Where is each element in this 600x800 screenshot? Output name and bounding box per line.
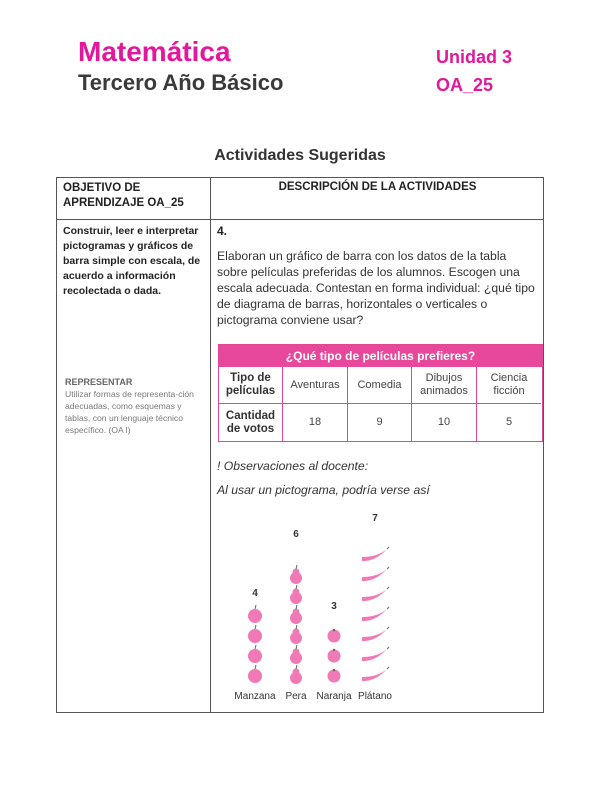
- orange-icon: [328, 649, 341, 663]
- pear-icon: [290, 645, 302, 664]
- banana-icon: [362, 627, 389, 641]
- survey-category: Ciencia ficción: [477, 367, 541, 404]
- survey-table: [218, 344, 543, 442]
- fruit-pictogram: [217, 508, 417, 708]
- orange-column: [316, 601, 351, 702]
- pear-count: 6: [293, 529, 299, 540]
- header-divider: [57, 219, 543, 220]
- representar-text: Utilizar formas de representa-ción adecuadas, como esquemas y tablas, con un lenguaje técnico específico. (OA l): [65, 389, 194, 435]
- apple-icon: [248, 665, 262, 683]
- teacher-note-text: Al usar un pictograma, podría verse así: [217, 483, 430, 497]
- representar-box: [65, 376, 209, 436]
- banana-icon: [362, 567, 389, 581]
- teacher-note-title: ! Observaciones al docente:: [217, 459, 369, 473]
- pear-icon: [290, 565, 302, 584]
- survey-vote: 18: [283, 404, 348, 441]
- survey-row-header-votes: Cantidad de votos: [219, 404, 283, 441]
- activity-description: Elaboran un gráfico de barra con los datos de la tabla sobre películas preferidas de los alumnos. Escogen una escala adecuada. Contestan en forma individual: ¿qué tipo de diagrama de barras, horizontales o verticales o pictograma conviene usar?: [217, 249, 535, 327]
- banana-label: Plátano: [358, 691, 392, 702]
- survey-row-header-type: Tipo de películas: [219, 367, 283, 404]
- grade-title: Tercero Año Básico: [78, 70, 284, 95]
- column-divider: [210, 178, 211, 712]
- pear-label: Pera: [285, 691, 307, 702]
- pear-icon: [290, 585, 302, 604]
- apple-column: [234, 588, 276, 702]
- survey-grid: [219, 367, 542, 441]
- survey-vote: 5: [505, 416, 513, 428]
- orange-label: Naranja: [316, 691, 352, 702]
- description-column-header: DESCRIPCIÓN DE LA ACTIVIDADES: [278, 181, 477, 193]
- apple-label: Manzana: [234, 691, 276, 702]
- banana-count: 7: [372, 513, 378, 524]
- apple-count: 4: [252, 588, 258, 599]
- survey-vote: 9: [348, 404, 412, 441]
- header-right: [436, 46, 512, 96]
- survey-title: ¿Qué tipo de películas prefieres?: [219, 345, 542, 367]
- survey-category: Dibujos animados: [412, 367, 477, 404]
- orange-icon: [328, 629, 341, 643]
- survey-vote: 10: [412, 404, 477, 441]
- banana-icon: [362, 667, 389, 681]
- banana-icon: [362, 547, 389, 561]
- header-left: [78, 36, 283, 97]
- orange-count: 3: [331, 601, 337, 612]
- apple-icon: [248, 605, 262, 623]
- banana-icon: [362, 587, 389, 601]
- survey-category: Comedia: [348, 367, 412, 404]
- objective-column-header: OBJETIVO DE APRENDIZAJE OA_25: [63, 182, 184, 209]
- representar-title: REPRESENTAR: [65, 377, 133, 387]
- subject-title: Matemática: [78, 36, 231, 67]
- apple-icon: [248, 645, 262, 663]
- pear-icon: [290, 605, 302, 624]
- pear-column: [285, 529, 307, 702]
- objective-text: Construir, leer e interpretar pictogramas y gráficos de barra simple con escala, de acuerdo a información recolectada o dada.: [63, 225, 201, 297]
- banana-column: [358, 513, 392, 702]
- activity-number: 4.: [217, 224, 228, 238]
- apple-icon: [248, 625, 262, 643]
- activities-table: [56, 177, 544, 713]
- pear-icon: [290, 665, 302, 684]
- pear-icon: [290, 625, 302, 644]
- unit-label: Unidad 3: [436, 47, 513, 67]
- banana-icon: [362, 647, 389, 661]
- section-title: Actividades Sugeridas: [214, 147, 386, 164]
- banana-icon: [362, 607, 389, 621]
- oa-label: OA_25: [436, 75, 494, 95]
- orange-icon: [328, 669, 341, 683]
- survey-category: Aventuras: [283, 367, 348, 404]
